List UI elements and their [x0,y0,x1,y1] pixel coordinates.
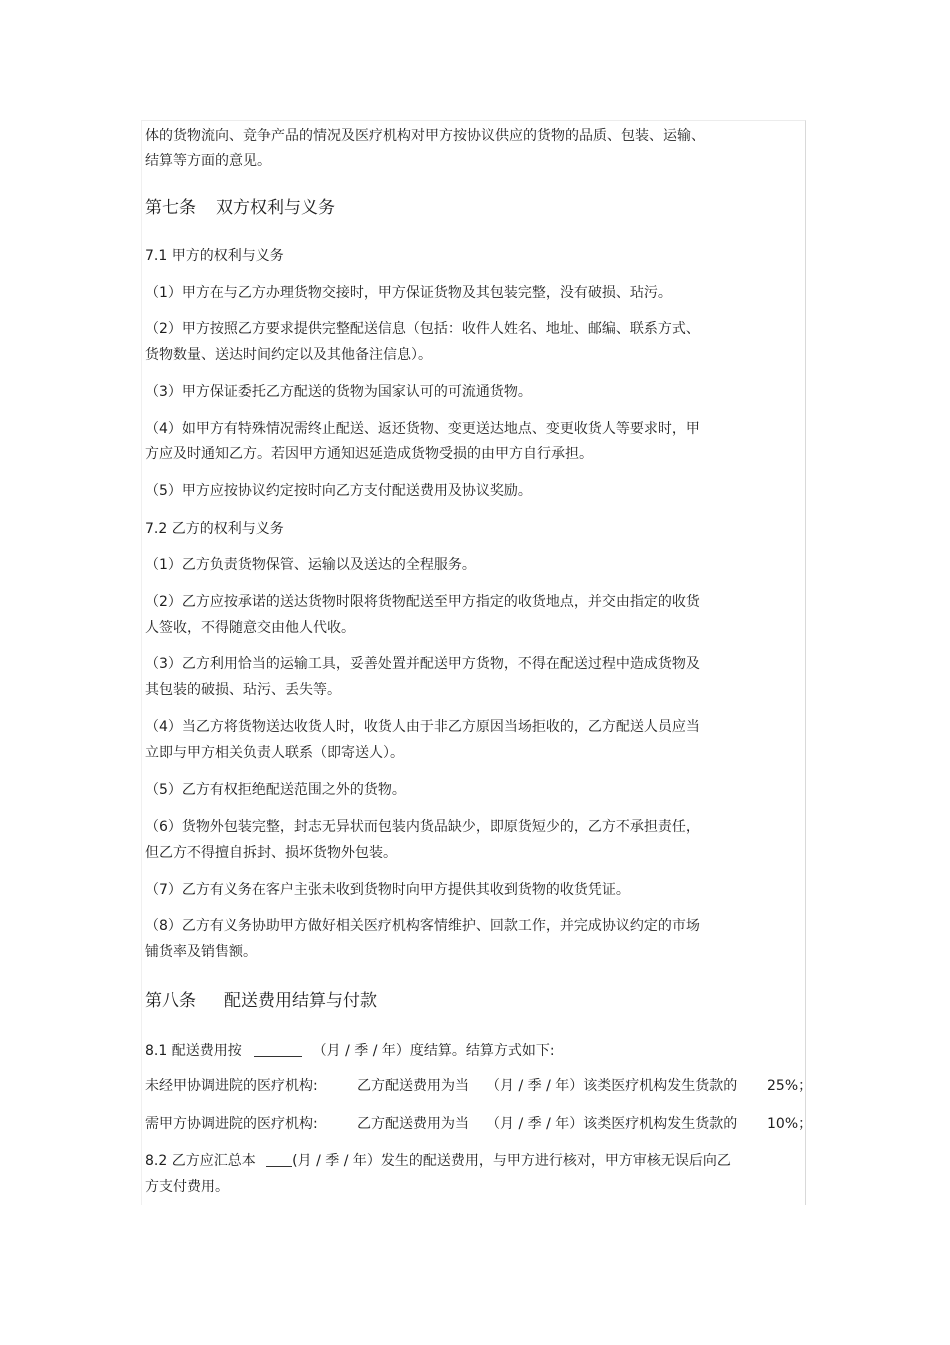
intro-line-2: 结算等方面的意见。 [145,153,271,169]
clause-7-2-2-line-2: 人签收，不得随意交由他人代收。 [145,620,355,636]
section-8-1-suffix: （月 / 季 / 年）度结算。结算方式如下: [312,1043,555,1059]
clause-7-2-3-line-2: 其包装的破损、玷污、丢失等。 [145,682,341,698]
article-8-heading [145,990,377,1012]
clause-7-2-4-line-2: 立即与甲方相关负责人联系（即寄送人）。 [145,745,404,761]
clause-7-2-4-line-1: （4）当乙方将货物送达收货人时，收货人由于非乙方原因当场拒收的，乙方配送人员应当 [145,719,700,735]
row-1-mid: 乙方配送费用为当 [357,1078,469,1094]
section-7-2-heading: 7.2 乙方的权利与义务 [145,521,284,537]
row-1-rate: 25%； [767,1078,813,1094]
row-2-rate: 10%； [767,1116,813,1132]
row-1-label: 未经甲协调进院的医疗机构: [145,1078,318,1094]
clause-7-2-3-line-1: （3）乙方利用恰当的运输工具，妥善处置并配送甲方货物，不得在配送过程中造成货物及 [145,656,700,672]
clause-7-2-8-line-1: （8）乙方有义务协助甲方做好相关医疗机构客情维护、回款工作，并完成协议约定的市场 [145,918,700,934]
row-2-label: 需甲方协调进院的医疗机构: [145,1116,318,1132]
row-2-mid: 乙方配送费用为当 [357,1116,469,1132]
section-7-1-heading: 7.1 甲方的权利与义务 [145,248,284,264]
clause-7-1-3: （3）甲方保证委托乙方配送的货物为国家认可的可流通货物。 [145,384,532,400]
clause-7-2-2-line-1: （2）乙方应按承诺的送达货物时限将货物配送至甲方指定的收货地点，并交由指定的收货 [145,594,700,610]
clause-7-2-8-line-2: 铺货率及销售额。 [145,944,257,960]
clause-7-2-7: （7）乙方有义务在客户主张未收到货物时向甲方提供其收到货物的收货凭证。 [145,882,630,898]
section-8-2-line-2: 方支付费用。 [145,1179,229,1195]
section-8-1-prefix: 8.1 配送费用按 [145,1043,242,1059]
row-2-unit: （月 / 季 / 年）该类医疗机构发生货款的 [486,1116,738,1132]
row-1-unit: （月 / 季 / 年）该类医疗机构发生货款的 [486,1078,738,1094]
section-8-1 [145,1042,555,1060]
summary-period-blank[interactable] [266,1153,292,1167]
article-8-number: 第八条 [145,991,196,1011]
section-8-2-line-1 [145,1152,731,1170]
article-7-heading [145,197,335,219]
clause-7-1-2-line-1: （2）甲方按照乙方要求提供完整配送信息（包括：收件人姓名、地址、邮编、联系方式、 [145,321,700,337]
article-7-title: 双方权利与义务 [216,198,335,218]
clause-7-2-5: （5）乙方有权拒绝配送范围之外的货物。 [145,782,406,798]
article-8-title: 配送费用结算与付款 [224,991,377,1011]
clause-7-1-4-line-2: 方应及时通知乙方。若因甲方通知迟延造成货物受损的由甲方自行承担。 [145,446,593,462]
article-7-number: 第七条 [145,198,196,218]
clause-7-1-2-line-2: 货物数量、送达时间约定以及其他备注信息）。 [145,347,432,363]
section-8-2-prefix: 8.2 乙方应汇总本 [145,1153,256,1169]
clause-7-2-1: （1）乙方负责货物保管、运输以及送达的全程服务。 [145,557,476,573]
section-8-2-suffix: (月 / 季 / 年）发生的配送费用，与甲方进行核对，甲方审核无误后向乙 [292,1153,731,1169]
settlement-period-blank[interactable] [254,1043,302,1057]
clause-7-1-1: （1）甲方在与乙方办理货物交接时，甲方保证货物及其包装完整，没有破损、玷污。 [145,285,672,301]
clause-7-1-5: （5）甲方应按协议约定按时向乙方支付配送费用及协议奖励。 [145,483,532,499]
intro-line-1: 体的货物流向、竞争产品的情况及医疗机构对甲方按协议供应的货物的品质、包装、运输、 [145,128,705,144]
clause-7-1-4-line-1: （4）如甲方有特殊情况需终止配送、返还货物、变更送达地点、变更收货人等要求时，甲 [145,421,700,437]
clause-7-2-6-line-1: （6）货物外包装完整，封志无异状而包装内货品缺少，即原货短少的，乙方不承担责任， [145,819,700,835]
clause-7-2-6-line-2: 但乙方不得擅自拆封、损坏货物外包装。 [145,845,397,861]
